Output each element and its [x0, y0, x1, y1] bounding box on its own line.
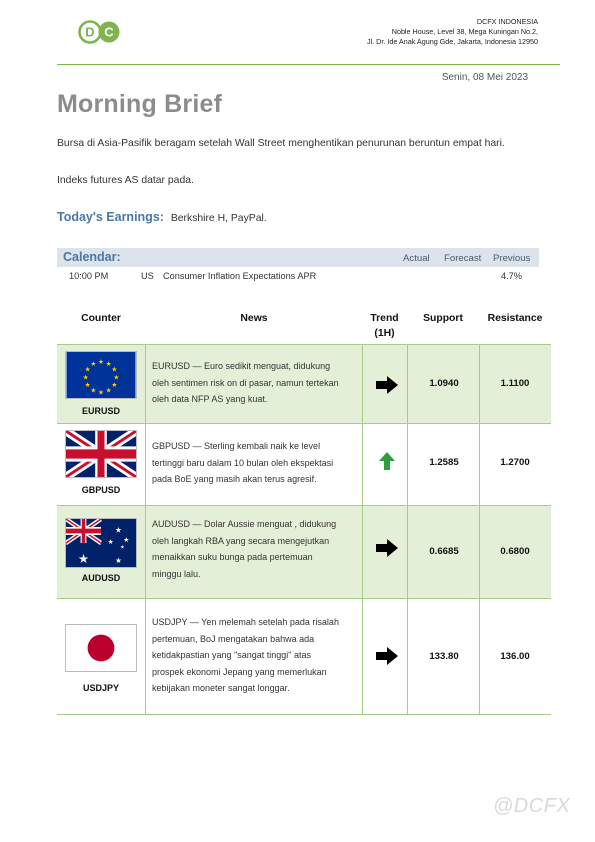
page-title: Morning Brief [57, 90, 223, 118]
support-value: 0.6685 [429, 546, 459, 557]
calendar-header [57, 248, 539, 267]
pair-label: GBPUSD [81, 485, 121, 495]
table-row [57, 344, 551, 423]
svg-text:★: ★ [115, 556, 122, 566]
company-address [367, 17, 538, 46]
resistance-value: 136.00 [500, 651, 530, 662]
pair-label: AUDUSD [81, 573, 121, 583]
col-header-trend [362, 311, 407, 341]
svg-text:★: ★ [98, 357, 104, 366]
eu-flag-icon [65, 351, 137, 399]
svg-text:★: ★ [111, 380, 118, 389]
calendar-col-actual: Actual [403, 253, 430, 264]
svg-text:★: ★ [82, 373, 89, 382]
svg-text:C: C [104, 24, 114, 40]
calendar-row [57, 271, 539, 285]
earnings-label: Today's Earnings: [57, 210, 164, 224]
address-line-1: Noble House, Level 38, Mega Kuningan No.2, [391, 26, 538, 36]
svg-text:★: ★ [77, 551, 90, 567]
calendar-col-previous: Previous [493, 253, 531, 264]
pair-label: EURUSD [81, 406, 120, 416]
uk-flag-icon [65, 430, 137, 478]
resistance-value: 0.6800 [500, 546, 530, 557]
jp-flag-icon [65, 624, 137, 672]
calendar-country: US [141, 271, 154, 281]
right-arrow-icon [375, 647, 399, 665]
resistance-value: 1.1100 [500, 378, 530, 389]
market-summary: Bursa di Asia-Pasifik beragam setelah Wall Street menghentikan penurunan beruntun empat hari. [57, 138, 505, 149]
calendar-event: Consumer Inflation Expectations APR [163, 271, 317, 281]
col-header-resistance: Resistance [487, 313, 543, 324]
news-text: EURUSD — Euro sedikit menguat, didukung oleh sentimen risk on di pasar, namun tertekan oleh data NFP AS yang kuat. [152, 361, 339, 404]
svg-text:★: ★ [105, 386, 112, 395]
svg-text:★: ★ [123, 536, 130, 545]
earnings-value: Berkshire H, PayPal. [170, 213, 267, 224]
dcfx-logo [78, 20, 122, 44]
svg-text:★: ★ [98, 388, 104, 397]
resistance-value: 1.2700 [500, 457, 530, 468]
right-arrow-icon [375, 376, 399, 394]
watermark: @DCFX [493, 795, 571, 817]
calendar-previous: 4.7% [501, 271, 522, 281]
support-value: 1.0940 [429, 378, 459, 389]
address-line-2: Jl. Dr. Ide Anak Agung Gde, Jakarta, Indonesia 12950 [366, 36, 538, 46]
header-divider [57, 64, 560, 65]
calendar-time: 10:00 PM [69, 271, 109, 281]
svg-text:★: ★ [120, 545, 125, 551]
col-header-counter: Counter [81, 313, 121, 324]
svg-text:★: ★ [115, 525, 122, 535]
pair-label: USDJPY [82, 683, 119, 693]
trend-header-line2: (1H) [374, 328, 395, 339]
svg-text:★: ★ [84, 380, 91, 389]
news-text: USDJPY — Yen melemah setelah pada risalah pertemuan, BoJ mengatakan bahwa ada ketidakpastian yang "sangat tinggi" atas prospek ekonomi Jepang yang memerlukan kebijakan moneter sangat longgar. [152, 617, 339, 693]
earnings-line [57, 210, 267, 224]
svg-text:★: ★ [113, 373, 120, 382]
svg-text:★: ★ [84, 365, 91, 374]
right-arrow-icon [375, 539, 399, 557]
news-text: AUDUSD — Dolar Aussie menguat , didukung oleh langkah RBA yang secara mengejutkan menaikkan suku bunga pada pertemuan minggu lalu. [152, 519, 337, 579]
svg-text:★: ★ [107, 537, 114, 546]
svg-text:★: ★ [90, 359, 97, 368]
calendar-title: Calendar: [63, 250, 121, 264]
table-row [57, 598, 551, 715]
col-header-support: Support [423, 313, 463, 324]
svg-text:★: ★ [111, 365, 118, 374]
table-row [57, 505, 551, 598]
table-row [57, 423, 551, 505]
company-name: DCFX INDONESIA [476, 17, 538, 26]
trend-header-line1: Trend [370, 313, 399, 324]
report-date: Senin, 08 Mei 2023 [441, 72, 528, 83]
futures-summary: Indeks futures AS datar pada. [57, 175, 194, 186]
up-arrow-icon [378, 451, 396, 471]
svg-text:★: ★ [90, 386, 97, 395]
calendar-col-forecast: Forecast [444, 253, 482, 264]
support-value: 133.80 [429, 651, 459, 662]
svg-text:★: ★ [105, 359, 112, 368]
svg-text:D: D [85, 24, 95, 40]
news-text: GBPUSD — Sterling kembali naik ke level tertinggi baru dalam 10 bulan oleh ekspektasi pada BoE yang masih akan terus agresif. [152, 441, 334, 484]
au-flag-icon [65, 518, 137, 568]
support-value: 1.2585 [429, 457, 459, 468]
col-header-news: News [240, 313, 268, 324]
